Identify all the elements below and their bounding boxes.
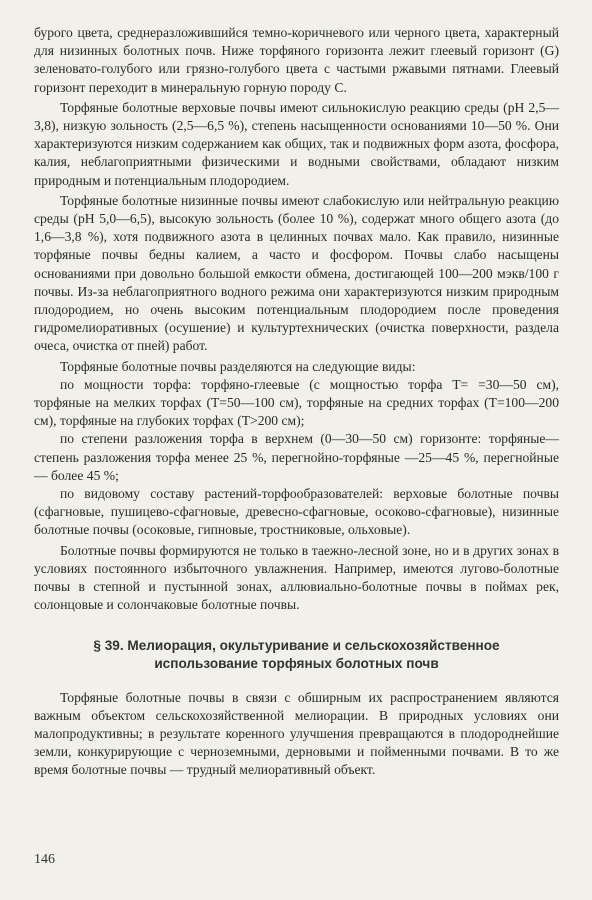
list-item-species-composition: по видовому составу растений-торфообразователей: верховые болотные почвы (сфагновые, пушицево-сфагновые, древесно-сфагновые, осоково-сфагновые), низинные болотные почвы (осоковые, гипновые, тростниковые, ольховые). (34, 486, 559, 538)
list-item-peat-thickness: по мощности торфа: торфяно-глеевые (с мощностью торфа Т= =30—50 см), торфяные на мелких торфах (Т=50—100 см), торфяные на средних торфах (Т=100—200 см), торфяные на глубоких торфах (Т>200 см); (34, 376, 559, 429)
paragraph-upland-soils: Торфяные болотные верховые почвы имеют сильнокислую реакцию среды (рН 2,5—3,8), низкую зольность (2,5—6,5 %), степень насыщенности основаниями 10—50 %. Они характеризуются низким содержанием как общих, так и подвижных форм азота, фосфора, калия, неблагоприятными физическими и водными свойствами, обладают низким природным и потенциальным плодородием. (34, 99, 559, 188)
paragraph-distribution: Болотные почвы формируются не только в таежно-лесной зоне, но и в других зонах в условиях постоянного избыточного увлажнения. Например, имеются лугово-болотные почвы в степной и пустынной зонах, аллювиально-болотные почвы в поймах рек, солонцовые и солончаковые болотные почвы. (34, 542, 559, 613)
paragraph-classification-intro: Торфяные болотные почвы разделяются на следующие виды: (60, 358, 416, 374)
paragraph-lowland-soils: Торфяные болотные низинные почвы имеют слабокислую или нейтральную реакцию среды (рН 5,0—6,5), высокую зольность (более 10 %), содержат много общего азота (до 1,6—3,8 %), хотя подвижного азота в целинных почвах мало. Как правило, низинные торфяные почвы бедны калием, а часто и фосфором. Почвы слабо насыщены основаниями при довольно большой емкости обмена, достигающей 100—200 мэкв/100 г почвы. Из-за неблагоприятного водного режима они характеризуются низким природным плодородием, но очень высоким потенциальным плодородием после проведения гидромелиоративных (осушение) и культуртехнических (очистка поверхности, раздела очеса, очистка от пней) работ. (34, 192, 559, 354)
section-heading: § 39. Мелиорация, окультуривание и сельскохозяйственное использование торфяных болотных почв (93, 637, 500, 671)
paragraph-melioration: Торфяные болотные почвы в связи с обширным их распространением являются важным объектом сельскохозяйственной мелиорации. В природных условиях они малопродуктивны; в результате коренного улучшения превращаются в плодороднейшие земли, конкурирующие с черноземными, дерновыми и пойменными почвами. В то же время болотные почвы — трудный мелиоративный объект. (34, 689, 559, 778)
paragraph-horizons: бурого цвета, среднеразложившийся темно-коричневого или черного цвета, характерный для низинных болотных почв. Ниже торфяного горизонта лежит глеевый горизонт (G) зеленовато-голубого или грязно-голубого цвета с частыми ржавыми пятнами. Глеевый горизонт переходит в минеральную горную породу С. (34, 25, 559, 95)
page-number: 146 (34, 852, 55, 867)
list-item-decomposition: по степени разложения торфа в верхнем (0—30—50 см) горизонте: торфяные— степень разложения торфа менее 25 %, перегнойно-торфяные —25—45 %, перегнойные — более 45 %; (34, 431, 559, 483)
page-body (34, 24, 559, 780)
